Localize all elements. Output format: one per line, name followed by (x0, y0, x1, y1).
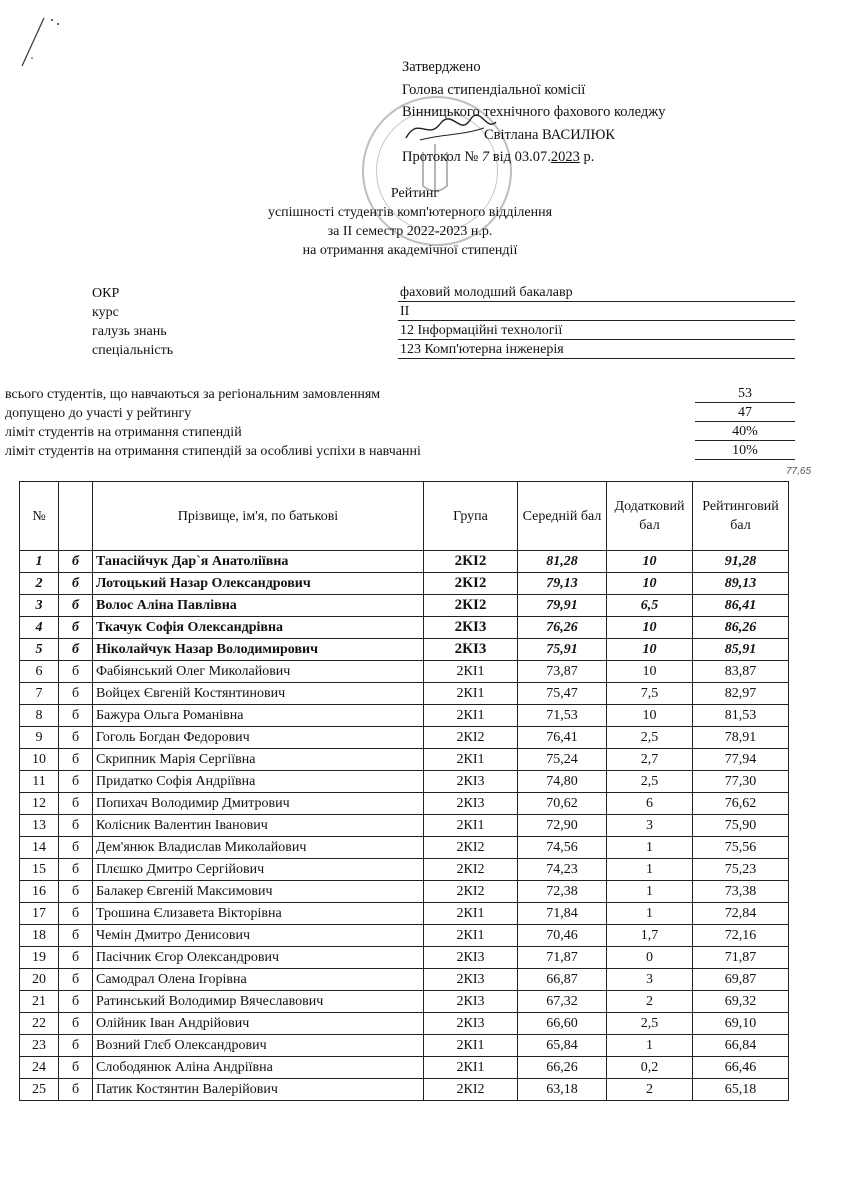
info-row (92, 340, 795, 359)
program-info (92, 283, 795, 359)
cell-name: Самодрал Олена Ігорівна (93, 969, 424, 991)
cell-group: 2КІ2 (424, 1079, 518, 1101)
header-avg: Середній бал (518, 482, 607, 551)
cell-number: 5 (20, 639, 59, 661)
cell-number: 9 (20, 727, 59, 749)
title-line-semester: за ІІ семестр 2022-2023 н.р. (327, 224, 493, 239)
cell-average: 71,84 (518, 903, 607, 925)
cell-level: б (59, 617, 93, 639)
cell-level: б (59, 947, 93, 969)
cell-number: 17 (20, 903, 59, 925)
cell-group: 2КІ1 (424, 1057, 518, 1079)
cell-rating: 78,91 (693, 727, 789, 749)
header-name: Прізвище, ім'я, по батькові (93, 482, 424, 551)
header-rating-line1: Рейтинговий (702, 499, 779, 514)
cell-average: 72,90 (518, 815, 607, 837)
cell-additional: 10 (607, 617, 693, 639)
cell-additional: 2,5 (607, 1013, 693, 1035)
pen-mark (18, 14, 78, 74)
cell-group: 2КІ2 (424, 859, 518, 881)
cell-rating: 69,10 (693, 1013, 789, 1035)
table-row (20, 573, 789, 595)
cell-additional: 10 (607, 705, 693, 727)
cell-level: б (59, 881, 93, 903)
info-label: ОКР (92, 286, 120, 301)
cell-average: 71,53 (518, 705, 607, 727)
cell-number: 20 (20, 969, 59, 991)
protocol-date-year: 2023 (550, 149, 580, 165)
cell-additional: 7,5 (607, 683, 693, 705)
cell-number: 14 (20, 837, 59, 859)
header-additional-line2: бал (639, 518, 660, 533)
cell-average: 81,28 (518, 551, 607, 573)
stat-row (5, 384, 795, 403)
cell-rating: 75,23 (693, 859, 789, 881)
cell-additional: 2 (607, 1079, 693, 1101)
cell-rating: 69,87 (693, 969, 789, 991)
cell-rating: 83,87 (693, 661, 789, 683)
cell-level: б (59, 925, 93, 947)
cell-group: 2КІ1 (424, 815, 518, 837)
cell-additional: 1 (607, 903, 693, 925)
cell-group: 2КІ2 (424, 573, 518, 595)
cell-name: Танасійчук Дар`я Анатоліївна (93, 551, 424, 573)
cell-name: Гоголь Богдан Федорович (93, 727, 424, 749)
cell-average: 67,32 (518, 991, 607, 1013)
cell-additional: 10 (607, 639, 693, 661)
cell-name: Ткачук Софія Олександрівна (93, 617, 424, 639)
table-row (20, 683, 789, 705)
cell-level: б (59, 991, 93, 1013)
approval-line-commission: Голова стипендіальної комісії (402, 81, 586, 98)
cell-additional: 6,5 (607, 595, 693, 617)
cell-additional: 10 (607, 551, 693, 573)
cell-group: 2КІ1 (424, 683, 518, 705)
table-row (20, 705, 789, 727)
signer-name: Світлана ВАСИЛЮК (484, 126, 616, 143)
approval-protocol (402, 146, 666, 169)
header-rating-line2: бал (730, 518, 751, 533)
cell-average: 65,84 (518, 1035, 607, 1057)
cell-name: Волос Аліна Павлівна (93, 595, 424, 617)
cell-rating: 71,87 (693, 947, 789, 969)
cell-group: 2КІ3 (424, 969, 518, 991)
table-row (20, 969, 789, 991)
cell-number: 12 (20, 793, 59, 815)
cell-average: 75,47 (518, 683, 607, 705)
cell-additional: 2,7 (607, 749, 693, 771)
table-row (20, 903, 789, 925)
cell-level: б (59, 749, 93, 771)
info-row (92, 283, 795, 302)
cell-rating: 65,18 (693, 1079, 789, 1101)
document-title (0, 184, 820, 260)
cell-group: 2КІ1 (424, 705, 518, 727)
cell-rating: 77,94 (693, 749, 789, 771)
cell-level: б (59, 969, 93, 991)
cell-additional: 3 (607, 969, 693, 991)
cell-group: 2КІ2 (424, 595, 518, 617)
cell-average: 66,60 (518, 1013, 607, 1035)
info-value: ІІ (398, 304, 795, 321)
cell-average: 74,56 (518, 837, 607, 859)
cell-rating: 86,26 (693, 617, 789, 639)
cell-rating: 66,46 (693, 1057, 789, 1079)
cell-rating: 76,62 (693, 793, 789, 815)
cell-group: 2КІ3 (424, 1013, 518, 1035)
cell-name: Ратинський Володимир Вячеславович (93, 991, 424, 1013)
header-rating (693, 482, 789, 551)
cell-rating: 81,53 (693, 705, 789, 727)
cell-name: Трошина Єлизавета Вікторівна (93, 903, 424, 925)
cell-additional: 2,5 (607, 727, 693, 749)
cell-group: 2КІ3 (424, 793, 518, 815)
cell-average: 71,87 (518, 947, 607, 969)
stat-value: 10% (695, 443, 795, 460)
cell-name: Чемін Дмитро Денисович (93, 925, 424, 947)
cell-group: 2КІ3 (424, 617, 518, 639)
cell-additional: 2,5 (607, 771, 693, 793)
cell-group: 2КІ1 (424, 749, 518, 771)
approval-heading: Затверджено (402, 59, 481, 75)
cell-group: 2КІ1 (424, 661, 518, 683)
cell-level: б (59, 705, 93, 727)
cell-level: б (59, 551, 93, 573)
cell-group: 2КІ3 (424, 991, 518, 1013)
cell-number: 8 (20, 705, 59, 727)
protocol-number: 7 (481, 149, 490, 165)
title-line-rating: Рейтинг (390, 186, 440, 201)
cell-average: 72,38 (518, 881, 607, 903)
cell-name: Придатко Софія Андріївна (93, 771, 424, 793)
cell-number: 23 (20, 1035, 59, 1057)
cell-average: 79,13 (518, 573, 607, 595)
cell-average: 76,41 (518, 727, 607, 749)
cell-group: 2КІ2 (424, 551, 518, 573)
stat-label: допущено до участі у рейтингу (5, 406, 192, 421)
cell-additional: 1,7 (607, 925, 693, 947)
cell-rating: 72,16 (693, 925, 789, 947)
cell-level: б (59, 573, 93, 595)
info-row (92, 302, 795, 321)
cell-average: 79,91 (518, 595, 607, 617)
cell-number: 24 (20, 1057, 59, 1079)
cell-average: 66,26 (518, 1057, 607, 1079)
cell-level: б (59, 595, 93, 617)
cell-additional: 2 (607, 991, 693, 1013)
info-label: галузь знань (92, 324, 167, 339)
cell-average: 63,18 (518, 1079, 607, 1101)
table-row (20, 749, 789, 771)
cell-name: Скрипник Марія Сергіївна (93, 749, 424, 771)
cell-additional: 0 (607, 947, 693, 969)
cell-number: 1 (20, 551, 59, 573)
table-row (20, 881, 789, 903)
cell-name: Попихач Володимир Дмитрович (93, 793, 424, 815)
cell-number: 11 (20, 771, 59, 793)
cell-number: 21 (20, 991, 59, 1013)
info-value: 123 Комп'ютерна інженерія (398, 342, 795, 359)
stat-label: ліміт студентів на отримання стипендій (5, 425, 242, 440)
handwritten-note: 77,65 (786, 466, 812, 477)
table-row (20, 639, 789, 661)
cell-rating: 89,13 (693, 573, 789, 595)
cell-name: Ніколайчук Назар Володимирович (93, 639, 424, 661)
cell-group: 2КІ3 (424, 947, 518, 969)
cell-number: 18 (20, 925, 59, 947)
table-row (20, 661, 789, 683)
cell-group: 2КІ1 (424, 1035, 518, 1057)
cell-level: б (59, 815, 93, 837)
cell-rating: 85,91 (693, 639, 789, 661)
cell-number: 7 (20, 683, 59, 705)
cell-additional: 1 (607, 1035, 693, 1057)
cell-name: Колісник Валентин Іванович (93, 815, 424, 837)
cell-level: б (59, 771, 93, 793)
approval-line-college: Вінницького технічного фахового коледжу (402, 104, 666, 120)
cell-number: 10 (20, 749, 59, 771)
title-line-department: успішності студентів комп'ютерного відділення (267, 205, 553, 220)
table-row (20, 1079, 789, 1101)
cell-group: 2КІ3 (424, 639, 518, 661)
cell-level: б (59, 1035, 93, 1057)
table-row (20, 1057, 789, 1079)
cell-number: 22 (20, 1013, 59, 1035)
table-row (20, 595, 789, 617)
cell-level: б (59, 639, 93, 661)
cell-additional: 10 (607, 661, 693, 683)
cell-rating: 73,38 (693, 881, 789, 903)
table-row (20, 837, 789, 859)
cell-name: Плєшко Дмитро Сергійович (93, 859, 424, 881)
cell-additional: 1 (607, 881, 693, 903)
cell-name: Пасічник Єгор Олександрович (93, 947, 424, 969)
header-num: № (20, 482, 59, 551)
table-row (20, 991, 789, 1013)
table-row (20, 771, 789, 793)
cell-group: 2КІ2 (424, 837, 518, 859)
info-label: спеціальність (92, 343, 174, 358)
stat-label: ліміт студентів на отримання стипендій за особливі успіхи в навчанні (5, 444, 421, 459)
cell-additional: 10 (607, 573, 693, 595)
cell-level: б (59, 661, 93, 683)
cell-name: Слободянюк Аліна Андріївна (93, 1057, 424, 1079)
cell-name: Лотоцький Назар Олександрович (93, 573, 424, 595)
cell-rating: 69,32 (693, 991, 789, 1013)
header-group: Група (424, 482, 518, 551)
cell-number: 25 (20, 1079, 59, 1101)
table-row (20, 1035, 789, 1057)
title-line-purpose: на отримання академічної стипендії (302, 243, 518, 258)
approval-block (402, 56, 666, 169)
cell-rating: 66,84 (693, 1035, 789, 1057)
cell-group: 2КІ1 (424, 903, 518, 925)
cell-average: 70,62 (518, 793, 607, 815)
cell-level: б (59, 859, 93, 881)
stat-label: всього студентів, що навчаються за регіональним замовленням (5, 387, 381, 402)
cell-additional: 1 (607, 859, 693, 881)
cell-number: 15 (20, 859, 59, 881)
info-value: фаховий молодший бакалавр (398, 285, 795, 302)
cell-average: 70,46 (518, 925, 607, 947)
table-header-row (20, 482, 789, 551)
cell-average: 73,87 (518, 661, 607, 683)
cell-name: Войцех Євгеній Костянтинович (93, 683, 424, 705)
cell-rating: 75,56 (693, 837, 789, 859)
cell-name: Бажура Ольга Романівна (93, 705, 424, 727)
table-row (20, 617, 789, 639)
stat-row (5, 422, 795, 441)
cell-name: Патик Костянтин Валерійович (93, 1079, 424, 1101)
cell-rating: 91,28 (693, 551, 789, 573)
header-level (59, 482, 93, 551)
cell-level: б (59, 1079, 93, 1101)
table-row (20, 859, 789, 881)
rating-table (19, 481, 789, 1101)
cell-name: Фабіянський Олег Миколайович (93, 661, 424, 683)
cell-level: б (59, 727, 93, 749)
cell-number: 2 (20, 573, 59, 595)
cell-level: б (59, 683, 93, 705)
info-row (92, 321, 795, 340)
cell-level: б (59, 793, 93, 815)
cell-average: 76,26 (518, 617, 607, 639)
cell-name: Балакер Євгеній Максимович (93, 881, 424, 903)
cell-name: Олійник Іван Андрійович (93, 1013, 424, 1035)
cell-level: б (59, 1013, 93, 1035)
cell-average: 74,23 (518, 859, 607, 881)
cell-additional: 3 (607, 815, 693, 837)
cell-additional: 0,2 (607, 1057, 693, 1079)
info-label: курс (92, 305, 119, 320)
cell-additional: 1 (607, 837, 693, 859)
stat-value: 40% (695, 424, 795, 441)
cell-rating: 75,90 (693, 815, 789, 837)
info-value: 12 Інформаційні технології (398, 323, 795, 340)
cell-number: 6 (20, 661, 59, 683)
protocol-date-suffix: р. (579, 149, 595, 165)
cell-additional: 6 (607, 793, 693, 815)
cell-group: 2КІ3 (424, 771, 518, 793)
table-row (20, 1013, 789, 1035)
stat-row (5, 403, 795, 422)
cell-rating: 82,97 (693, 683, 789, 705)
table-row (20, 925, 789, 947)
table-row (20, 793, 789, 815)
cell-number: 4 (20, 617, 59, 639)
cell-name: Возний Глєб Олександрович (93, 1035, 424, 1057)
stat-row (5, 441, 795, 460)
cell-average: 75,24 (518, 749, 607, 771)
cell-average: 66,87 (518, 969, 607, 991)
cell-group: 2КІ2 (424, 881, 518, 903)
cell-rating: 72,84 (693, 903, 789, 925)
cell-rating: 77,30 (693, 771, 789, 793)
cell-level: б (59, 903, 93, 925)
cell-number: 3 (20, 595, 59, 617)
approval-signer (402, 124, 666, 147)
enrollment-stats (5, 384, 795, 460)
table-row (20, 727, 789, 749)
cell-level: б (59, 1057, 93, 1079)
cell-rating: 86,41 (693, 595, 789, 617)
header-additional (607, 482, 693, 551)
protocol-label: Протокол № (402, 149, 479, 165)
header-additional-line1: Додатковий (614, 499, 685, 514)
stat-value: 53 (695, 386, 795, 403)
stat-value: 47 (695, 405, 795, 422)
cell-name: Дем'янюк Владислав Миколайович (93, 837, 424, 859)
table-row (20, 551, 789, 573)
cell-average: 74,80 (518, 771, 607, 793)
protocol-date-prefix: від 03.07. (492, 149, 551, 165)
cell-number: 13 (20, 815, 59, 837)
cell-average: 75,91 (518, 639, 607, 661)
table-row (20, 815, 789, 837)
cell-group: 2КІ2 (424, 727, 518, 749)
cell-level: б (59, 837, 93, 859)
cell-number: 16 (20, 881, 59, 903)
table-row (20, 947, 789, 969)
cell-number: 19 (20, 947, 59, 969)
cell-group: 2КІ1 (424, 925, 518, 947)
